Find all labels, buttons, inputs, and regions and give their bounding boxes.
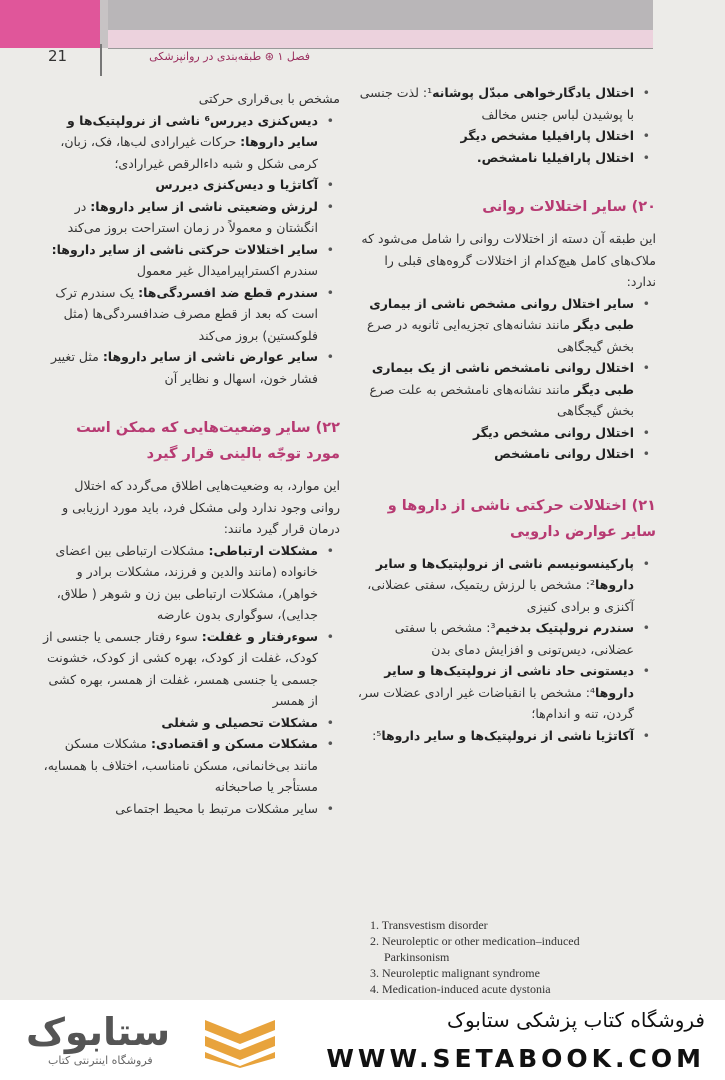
list-item: • اختلال روانی نامشخص ناشی از یک بیماری طبی دیگر مانند نشانه‌های نامشخص به علت صرع بخش گیجگاهی bbox=[356, 357, 656, 422]
page-number: 21 bbox=[48, 47, 68, 65]
header-divider bbox=[108, 48, 653, 49]
right-column bbox=[356, 82, 656, 746]
header-pink-band bbox=[0, 0, 100, 48]
section-heading-21: ۲۱) اختلالات حرکتی ناشی از داروها و سایر عوارض دارویی bbox=[387, 497, 656, 540]
chapter-title: فصل ۱ ⊛ طبقه‌بندی در روانپزشکی bbox=[149, 50, 310, 63]
logo-wordmark: ستابوک bbox=[26, 1010, 171, 1054]
left-column bbox=[42, 88, 340, 819]
store-footer bbox=[0, 1000, 725, 1080]
list-item: • دیستونی حاد ناشی از نرولپتیک‌ها و سایر داروها⁴: مشخص با انقباضات غیر ارادی عضلات سر، گردن، تنه و اندام‌ها؛ bbox=[356, 660, 656, 725]
list-item: • سوءرفتار و غفلت: سوء رفتار جسمی یا جنسی از کودک، غفلت از کودک، بهره کشی از کودک، خشونت جسمی یا جنسی همسر، غفلت از همسر، بهره کشی از همسر bbox=[42, 626, 340, 712]
section-paragraph: این موارد، به وضعیت‌هایی اطلاق می‌گردد که اختلال روانی وجود ندارد ولی مشکل فرد، باید مورد ارزیابی و درمان قرار گیرد مانند: bbox=[62, 478, 340, 536]
list-item: • اختلال پارافیلیا نامشخص. bbox=[356, 147, 656, 169]
footnotes bbox=[370, 917, 670, 997]
footnote: Parkinsonism bbox=[384, 950, 450, 964]
list-item: • سندرم نرولپتیک بدخیم³: مشخص با سفتی عضلانی، دیس‌تونی و افزایش دمای بدن bbox=[356, 617, 656, 660]
header-band-edge bbox=[100, 0, 108, 48]
list-item: • لرزش وضعیتی ناشی از سایر داروها: در انگشتان و معمولاً در زمان استراحت بروز می‌کند bbox=[42, 196, 340, 239]
list-item: • آکاتژیا و دیس‌کنزی دیررس bbox=[42, 174, 340, 196]
list-item: • اختلال پارافیلیا مشخص دیگر bbox=[356, 125, 656, 147]
logo-subtitle: فروشگاه اینترنتی کتاب bbox=[48, 1054, 153, 1067]
chevron-logo-icon bbox=[205, 1012, 275, 1068]
list-item: • سایر عوارض ناشی از سایر داروها: مثل تغییر فشار خون، اسهال و نظایر آن bbox=[42, 346, 340, 389]
footnote: 4. Medication-induced acute dystonia bbox=[370, 982, 551, 996]
footnote: 1. Transvestism disorder bbox=[370, 918, 488, 932]
store-logo[interactable] bbox=[18, 1010, 208, 1070]
list-item: • سندرم قطع ضد افسردگی‌ها: یک سندرم ترک است که بعد از قطع مصرف ضدافسردگی‌ها (مثل فلوکستین) بروز می‌کند bbox=[42, 282, 340, 347]
list-item: • مشکلات تحصیلی و شغلی bbox=[42, 712, 340, 734]
list-item: • اختلال یادگارخواهی مبدّل پوشانه¹: لذت جنسی با پوشیدن لباس جنس مخالف bbox=[356, 82, 656, 125]
list-item: • سایر اختلال روانی مشخص ناشی از بیماری طبی دیگر مانند نشانه‌های تجزیه‌ایی ثانویه در صرع بخش گیجگاهی bbox=[356, 293, 656, 358]
section-heading-22: ۲۲) سایر وضعیت‌هایی که ممکن است مورد توجّه بالینی قرار گیرد bbox=[76, 420, 340, 462]
header-vertical-divider bbox=[100, 44, 102, 76]
list-item: • اختلال روانی مشخص دیگر bbox=[356, 422, 656, 444]
footnote: 2. Neuroleptic or other medication–induced bbox=[370, 934, 580, 948]
store-url-link[interactable]: WWW.SETABOOK.COM bbox=[326, 1044, 705, 1073]
section-paragraph: این طبقه آن دسته از اختلالات روانی را شامل می‌شود که ملاک‌های کامل هیچ‌کدام از اختلالات گروه‌های قبلی را ندارد: bbox=[361, 231, 656, 289]
footnote: 3. Neuroleptic malignant syndrome bbox=[370, 966, 540, 980]
list-item: • اختلال روانی نامشخص bbox=[356, 443, 656, 465]
list-item: • پارکینسونیسم ناشی از نرولپتیک‌ها و سایر داروها²: مشخص با لرزش ریتمیک، سفتی عضلانی، آکنزی و برادی کنیزی bbox=[356, 553, 656, 618]
header-gray-band bbox=[108, 0, 653, 30]
list-item: • دیس‌کنزی دیررس⁶ ناشی از نرولپتیک‌ها و سایر داروها: حرکات غیرارادی لب‌ها، فک، زبان، کرمی شکل و شبه داءالرقص غیرارادی؛ bbox=[42, 110, 340, 175]
section-heading-20: ۲۰) سایر اختلالات روانی bbox=[482, 199, 656, 215]
list-item: • سایر مشکلات مرتبط با محیط اجتماعی bbox=[42, 798, 340, 820]
list-item: • آکاتژیا ناشی از نرولپتیک‌ها و سایر داروها⁵: bbox=[356, 725, 656, 747]
header-pink-strip bbox=[108, 30, 653, 48]
list-item: • مشکلات مسکن و اقتصادی: مشکلات مسکن مانند بی‌خانمانی، مسکن نامناسب، اختلاف با همسایه، مستأجر یا صاحبخانه bbox=[42, 733, 340, 798]
continuation-text: مشخص با بی‌قراری حرکتی bbox=[198, 91, 340, 106]
store-name: فروشگاه کتاب پزشکی ستابوک bbox=[447, 1008, 705, 1032]
list-item: • مشکلات ارتباطی: مشکلات ارتباطی بین اعضای خانواده (مانند والدین و فرزند، مشکلات برادر و خواهر)، مشکلات ارتباطی بین زن و شوهر ( طلاق، جدایی)، سوگواری بدون عارضه bbox=[42, 540, 340, 626]
list-item: • سایر اختلالات حرکتی ناشی از سایر داروها: سندرم اکستراپیرامیدال غیر معمول bbox=[42, 239, 340, 282]
